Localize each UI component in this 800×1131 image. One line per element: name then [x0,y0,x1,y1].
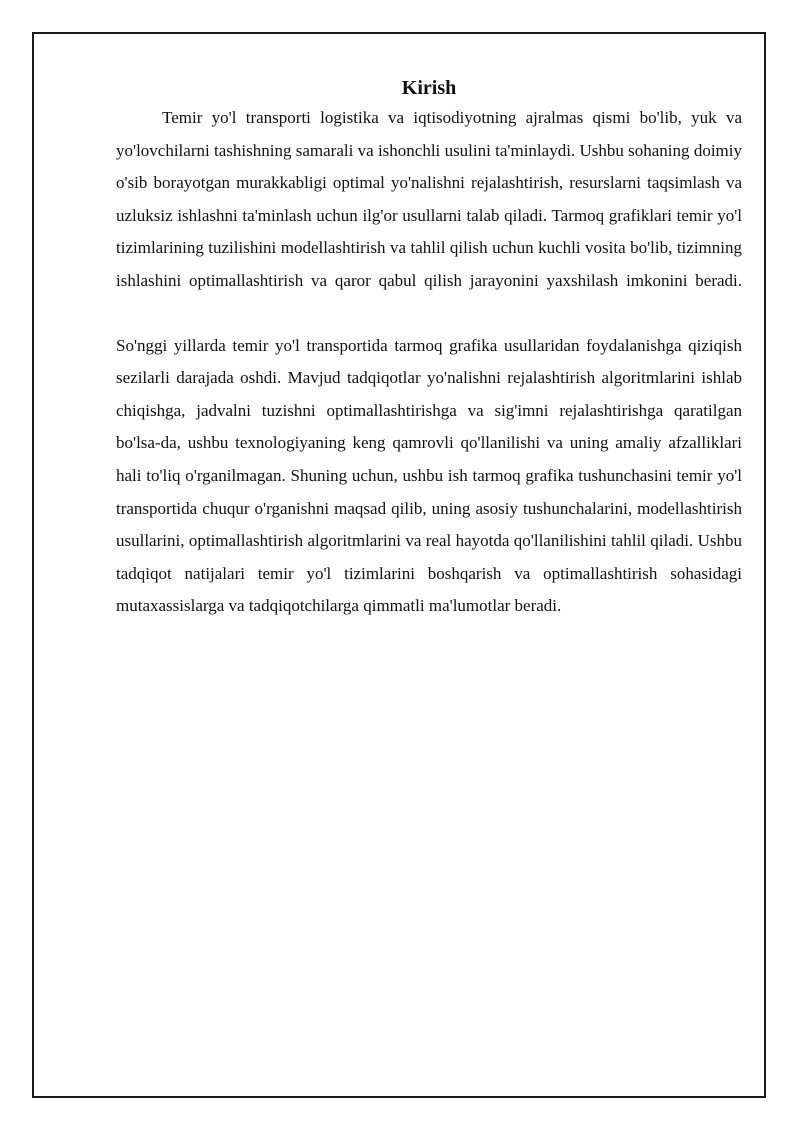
paragraph-1: Temir yo'l transporti logistika va iqtisodiyotning ajralmas qismi bo'lib, yuk va yo'lovchilarni tashishning samarali va ishonchli usulini ta'minlaydi. Ushbu sohaning doimiy o'sib borayotgan murakkabligi optimal yo'nalishni rejalashtirish, resurslarni taqsimlash va uzluksiz ishlashni ta'minlash uchun ilg'or usullarni talab qiladi. Tarmoq grafiklari temir yo'l tizimlarining tuzilishini modellashtirish va tahlil qilish uchun kuchli vosita bo'lib, tizimning ishlashini optimallashtirish va qaror qabul qilish jarayonini yaxshilash imkonini beradi. [116,108,742,290]
paragraph-2: So'nggi yillarda temir yo'l transportida tarmoq grafika usullaridan foydalanishga qiziqish sezilarli darajada oshdi. Mavjud tadqiqotlar yo'nalishni rejalashtirish algoritmlarini ishlab chiqishga, jadvalni tuzishni optimallashtirishga va sig'imni rejalashtirishga qaratilgan bo'lsa-da, ushbu texnologiyaning keng qamrovli qo'llanilishi va uning amaliy afzalliklari hali to'liq o'rganilmagan. Shuning uchun, ushbu ish tarmoq grafika tushunchasini temir yo'l transportida chuqur o'rganishni maqsad qilib, uning asosiy tushunchalarini, modellashtirish usullarini, optimallashtirish algoritmlarini va real hayotda qo'llanilishini tahlil qiladi. Ushbu tadqiqot natijalari temir yo'l tizimlarini boshqarish va optimallashtirish sohasidagi mutaxassislarga va tadqiqotchilarga qimmatli ma'lumotlar beradi. [116,335,742,616]
section-title: Kirish [401,77,457,99]
document-body [116,74,742,623]
